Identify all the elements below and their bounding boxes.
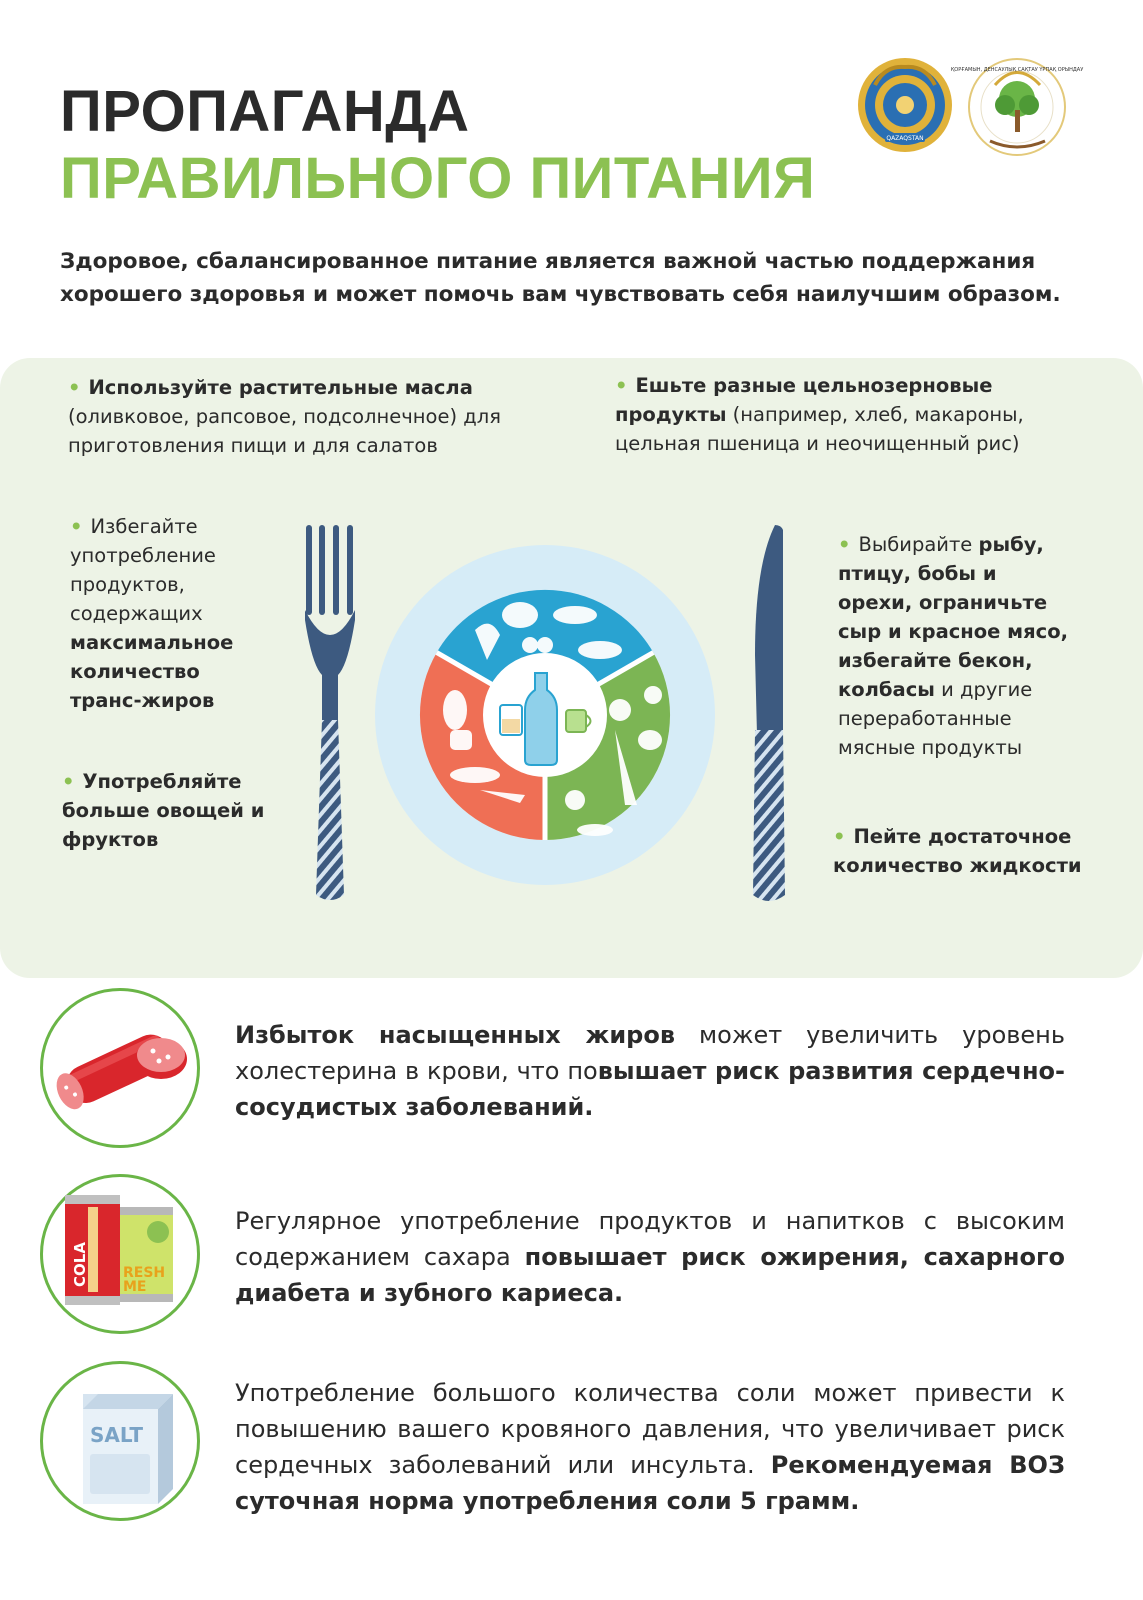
can-green-label2: ME: [123, 1279, 147, 1295]
org-arc-text: ҚОРҒАМЫН, ДЕНСАУЛЫҚ САҚТАУ ҮРПАҚ ОРЫНДАУ: [950, 67, 1084, 73]
tip-vegetables: • Употребляйте больше овощей и фруктов: [62, 770, 265, 851]
tip-fish: • Выбирайте рыбу, птицу, бобы и орехи, ограничьте сыр и красное мясо, избегайте бекон, колбасы и другие переработанные мясные продукты: [838, 533, 1069, 759]
kazakhstan-emblem-logo: [855, 55, 955, 155]
tip-oils: • Используйте растительные масла (оливковое, рапсовое, подсолнечное) для приготовления пищи и для салатов: [68, 376, 501, 457]
bullet-icon: •: [68, 376, 81, 399]
salt-package-icon: [40, 1361, 200, 1521]
organization-tree-logo: [950, 55, 1084, 160]
bullet-icon: •: [62, 770, 75, 793]
knife-icon: [745, 525, 790, 905]
bullet-icon: •: [833, 825, 846, 848]
soda-cans-icon: [40, 1174, 200, 1334]
salt-label: SALT: [90, 1423, 143, 1447]
info-saturated-fats: Избыток насыщенных жиров может увеличить уровень холестерина в крови, что повышает риск развития сердечно-сосудистых заболеваний.: [235, 1021, 1066, 1121]
emblem-label: QAZAQSTAN: [886, 135, 924, 142]
can-red-label: COLA: [71, 1242, 89, 1287]
page-title-line2: ПРАВИЛЬНОГО ПИТАНИЯ: [60, 146, 816, 211]
bullet-icon: •: [70, 515, 83, 538]
tip-trans-fats: • Избегайте употребление продуктов, содержащих максимальное количество транс-жиров: [70, 515, 234, 712]
intro-paragraph: Здоровое, сбалансированное питание является важной частью поддержания хорошего здоровья и может помочь вам чувствовать себя наилучшим образом.: [60, 249, 1061, 307]
can-green-label: RESH: [123, 1265, 166, 1281]
page-title-line1: ПРОПАГАНДА: [60, 79, 470, 144]
info-sugar: Регулярное употребление продуктов и напитков с высоким содержанием сахара повышает риск ожирения, сахарного диабета и зубного кариеса.: [235, 1207, 1065, 1307]
plate-illustration: [375, 545, 715, 885]
bullet-icon: •: [838, 533, 851, 556]
tip-grains: • Ешьте разные цельнозерновые продукты (например, хлеб, макароны, цельная пшеница и неочищенный рис): [615, 374, 1024, 455]
bullet-icon: •: [615, 374, 628, 397]
tip-fluids: • Пейте достаточное количество жидкости: [833, 825, 1082, 877]
sausage-icon: [40, 988, 200, 1148]
info-salt: Употребление большого количества соли может привести к повышению вашего кровяного давления, что увеличивает риск сердечных заболеваний или инсульта. Рекомендуемая ВОЗ суточная норма употребления соли 5 грамм.: [235, 1379, 1065, 1515]
fork-icon: [300, 525, 360, 905]
